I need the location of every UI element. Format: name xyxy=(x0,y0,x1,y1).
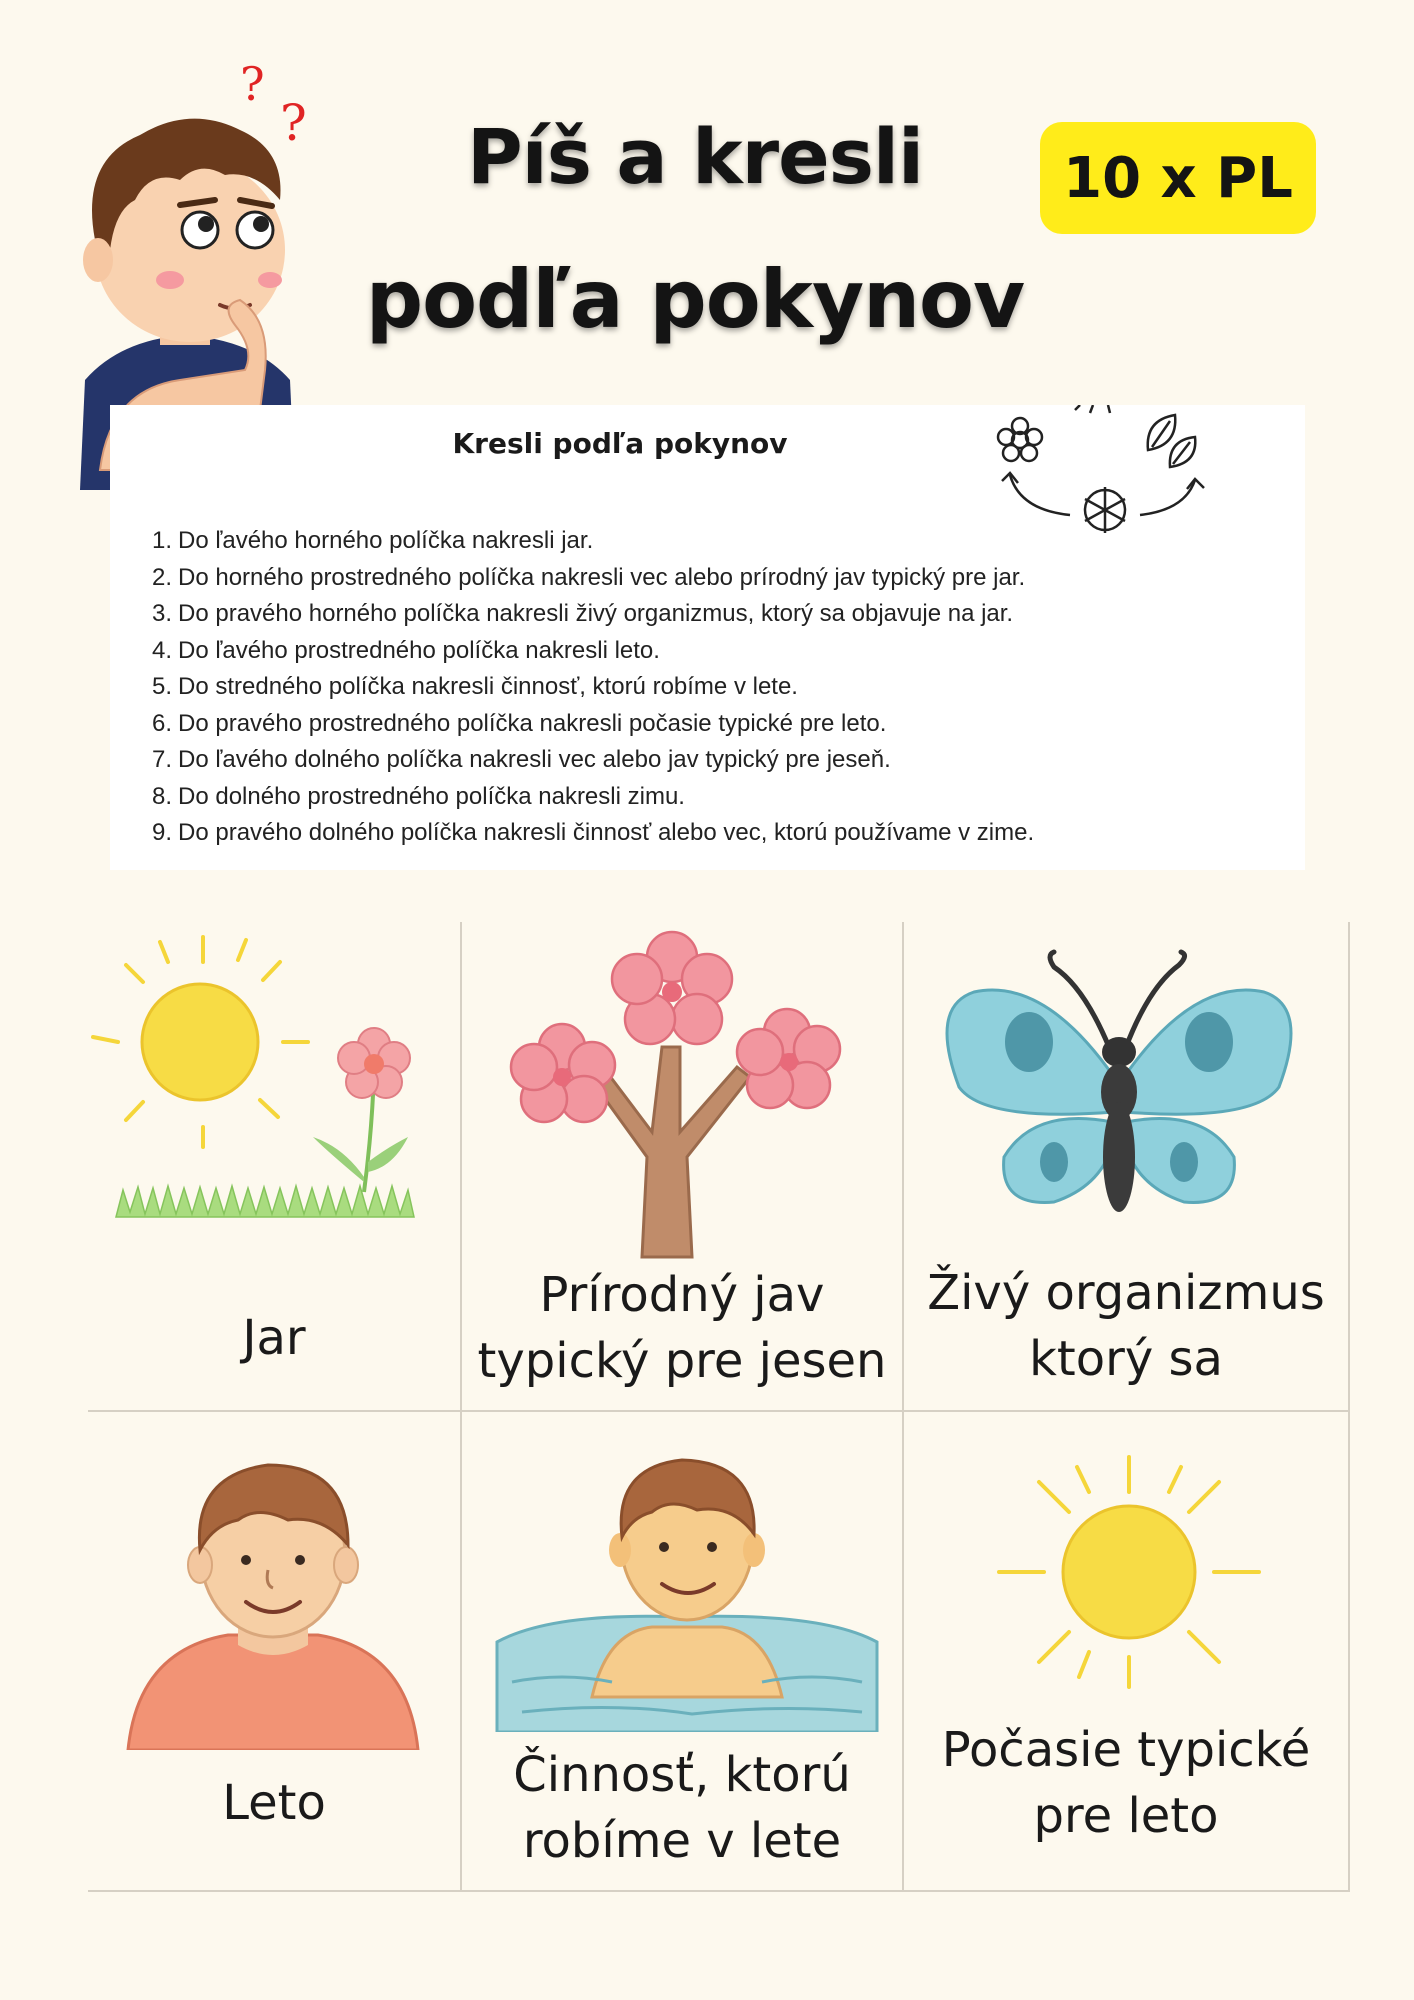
butterfly-drawing xyxy=(934,947,1314,1247)
panel-title: Kresli podľa pokynov xyxy=(452,427,788,460)
question-mark-icon: ? xyxy=(240,57,265,111)
instructions-panel xyxy=(110,405,1305,870)
page-title-line1: Píš a kresli xyxy=(466,112,924,201)
list-item: 4. Do ľavého prostredného políčka nakresli leto. xyxy=(151,636,660,664)
list-item: 9. Do pravého dolného políčka nakresli činnosť alebo vec, ktorú používame v zime. xyxy=(151,819,1035,846)
cell-label: Živý organizmus ktorý sa xyxy=(927,1265,1325,1387)
page-title-line2: podľa pokynov xyxy=(365,253,1025,346)
cell-label: Počasie typické pre leto xyxy=(941,1722,1311,1844)
grid-cell-summer-weather xyxy=(904,1412,1350,1890)
question-mark-icon: ? xyxy=(280,94,307,152)
cell-label: Leto xyxy=(222,1775,326,1831)
grid-cell-spring xyxy=(88,922,462,1412)
boy-swimming-drawing xyxy=(492,1442,882,1732)
cell-label: Činnosť, ktorú robíme v lete xyxy=(513,1747,851,1869)
grid-cell-spring-phenomenon xyxy=(462,922,904,1412)
sun-drawing xyxy=(979,1447,1279,1707)
list-item: 1. Do ľavého horného políčka nakresli jar. xyxy=(151,527,594,554)
list-item: 8. Do dolného prostredného políčka nakresli zimu. xyxy=(151,782,685,810)
drawing-grid xyxy=(88,922,1350,1892)
list-item: 5. Do stredného políčka nakresli činnosť, ktorú robíme v lete. xyxy=(151,673,798,700)
boy-portrait-drawing xyxy=(118,1440,428,1750)
list-item: 2. Do horného prostredného políčka nakresli vec alebo prírodný jav typický pre jar. xyxy=(151,563,1026,591)
grid-cell-organism xyxy=(904,922,1350,1412)
grid-cell-summer-activity xyxy=(462,1412,904,1890)
list-item: 6. Do pravého prostredného políčka nakresli počasie typické pre leto. xyxy=(151,709,887,737)
cell-label: Prírodný jav typický pre jesen xyxy=(477,1267,887,1389)
list-item: 7. Do ľavého dolného políčka nakresli vec alebo jav typický pre jeseň. xyxy=(151,746,891,773)
grid-cell-summer xyxy=(88,1412,462,1890)
cell-label: Jar xyxy=(242,1310,306,1366)
blossoming-tree-drawing xyxy=(502,927,862,1262)
worksheet-count-badge: 10 x PL xyxy=(1040,122,1316,234)
list-item: 3. Do pravého horného políčka nakresli živý organizmus, ktorý sa objavuje na jar. xyxy=(151,600,1014,627)
instruction-list xyxy=(140,523,1034,852)
sun-and-flower-drawing xyxy=(88,932,462,1222)
